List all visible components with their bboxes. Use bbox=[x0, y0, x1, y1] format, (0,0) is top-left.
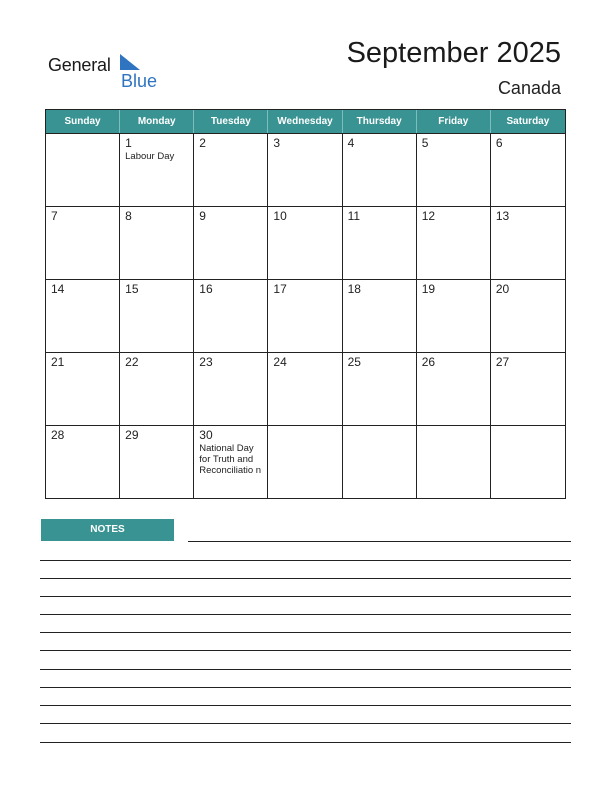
day-number: 30 bbox=[199, 428, 213, 442]
day-cell bbox=[417, 279, 491, 352]
day-cell bbox=[491, 206, 565, 279]
day-cell bbox=[194, 425, 268, 498]
notes-rule-line bbox=[40, 578, 571, 579]
weekday-header-row bbox=[46, 110, 565, 133]
holiday-label: Labour Day bbox=[125, 151, 175, 162]
logo-text-blue: Blue bbox=[121, 71, 158, 91]
notes-rule-line bbox=[40, 723, 571, 724]
page-title: September 2025 bbox=[346, 37, 561, 69]
notes-label: NOTES bbox=[41, 519, 174, 541]
month-calendar bbox=[45, 109, 566, 499]
day-number: 14 bbox=[51, 282, 65, 296]
day-cell bbox=[417, 133, 491, 206]
notes-rule-line bbox=[40, 687, 571, 688]
generalblue-logo bbox=[48, 52, 158, 92]
day-cell bbox=[46, 352, 120, 425]
day-cell bbox=[120, 206, 194, 279]
day-cell bbox=[417, 425, 491, 498]
notes-rule-line bbox=[40, 742, 571, 743]
notes-rule-line bbox=[40, 650, 571, 651]
day-number: 19 bbox=[421, 282, 436, 296]
weekday-header: Thursday bbox=[343, 110, 417, 133]
day-cell bbox=[46, 425, 120, 498]
day-number: 1 bbox=[125, 136, 132, 150]
day-cell bbox=[120, 425, 194, 498]
day-number: 24 bbox=[273, 355, 287, 369]
day-cell bbox=[417, 206, 491, 279]
day-cell bbox=[268, 206, 342, 279]
weekday-header: Friday bbox=[417, 110, 491, 133]
day-cell bbox=[194, 133, 268, 206]
weekday-header: Wednesday bbox=[268, 110, 342, 133]
day-number: 21 bbox=[51, 355, 65, 369]
day-cell bbox=[491, 133, 565, 206]
holiday-label: National Day for Truth and Reconciliatio n bbox=[199, 443, 262, 476]
day-cell bbox=[491, 425, 565, 498]
day-cell bbox=[120, 352, 194, 425]
notes-rule-line bbox=[40, 632, 571, 633]
calendar-days-grid bbox=[46, 133, 565, 498]
day-number: 4 bbox=[347, 136, 355, 150]
day-number: 15 bbox=[125, 282, 139, 296]
day-number: 17 bbox=[273, 282, 287, 296]
day-number: 7 bbox=[51, 209, 58, 223]
notes-rule-line bbox=[40, 560, 571, 561]
day-number: 26 bbox=[421, 355, 436, 369]
day-cell bbox=[491, 279, 565, 352]
day-cell bbox=[46, 279, 120, 352]
day-number: 9 bbox=[199, 209, 206, 223]
day-cell bbox=[491, 352, 565, 425]
day-number: 6 bbox=[495, 136, 503, 150]
notes-rule-line bbox=[188, 541, 571, 542]
day-cell bbox=[268, 425, 342, 498]
day-cell bbox=[46, 133, 120, 206]
day-number: 3 bbox=[273, 136, 281, 150]
day-cell bbox=[343, 279, 417, 352]
day-number: 12 bbox=[421, 209, 436, 223]
day-number: 23 bbox=[199, 355, 213, 369]
weekday-header: Sunday bbox=[46, 110, 120, 133]
day-cell bbox=[343, 352, 417, 425]
day-cell bbox=[343, 425, 417, 498]
day-number: 27 bbox=[495, 355, 510, 369]
day-cell bbox=[46, 206, 120, 279]
day-cell bbox=[194, 206, 268, 279]
weekday-header: Tuesday bbox=[194, 110, 268, 133]
day-number: 8 bbox=[125, 209, 132, 223]
day-number: 5 bbox=[421, 136, 429, 150]
notes-rule-line bbox=[40, 614, 571, 615]
weekday-header: Monday bbox=[120, 110, 194, 133]
day-number: 13 bbox=[495, 209, 510, 223]
day-cell bbox=[268, 279, 342, 352]
day-number: 28 bbox=[51, 428, 65, 442]
notes-rule-line bbox=[40, 596, 571, 597]
weekday-header: Saturday bbox=[506, 116, 550, 127]
day-number: 18 bbox=[347, 282, 361, 296]
day-cell bbox=[268, 352, 342, 425]
day-cell bbox=[268, 133, 342, 206]
day-number: 16 bbox=[199, 282, 213, 296]
day-cell bbox=[343, 133, 417, 206]
day-cell bbox=[417, 352, 491, 425]
day-number: 22 bbox=[125, 355, 139, 369]
day-number: 11 bbox=[347, 209, 361, 223]
day-cell bbox=[343, 206, 417, 279]
day-number: 29 bbox=[125, 428, 139, 442]
day-number: 10 bbox=[273, 209, 287, 223]
notes-rule-line bbox=[40, 705, 571, 706]
day-cell bbox=[194, 352, 268, 425]
day-cell bbox=[194, 279, 268, 352]
logo-triangle-icon bbox=[118, 54, 142, 72]
country-name: Canada bbox=[497, 78, 561, 98]
logo-text-general: General bbox=[48, 55, 111, 75]
day-number: 2 bbox=[199, 136, 206, 150]
day-cell bbox=[120, 279, 194, 352]
day-cell bbox=[120, 133, 194, 206]
notes-rule-line bbox=[40, 669, 571, 670]
day-number: 25 bbox=[347, 355, 361, 369]
day-number: 20 bbox=[495, 282, 510, 296]
